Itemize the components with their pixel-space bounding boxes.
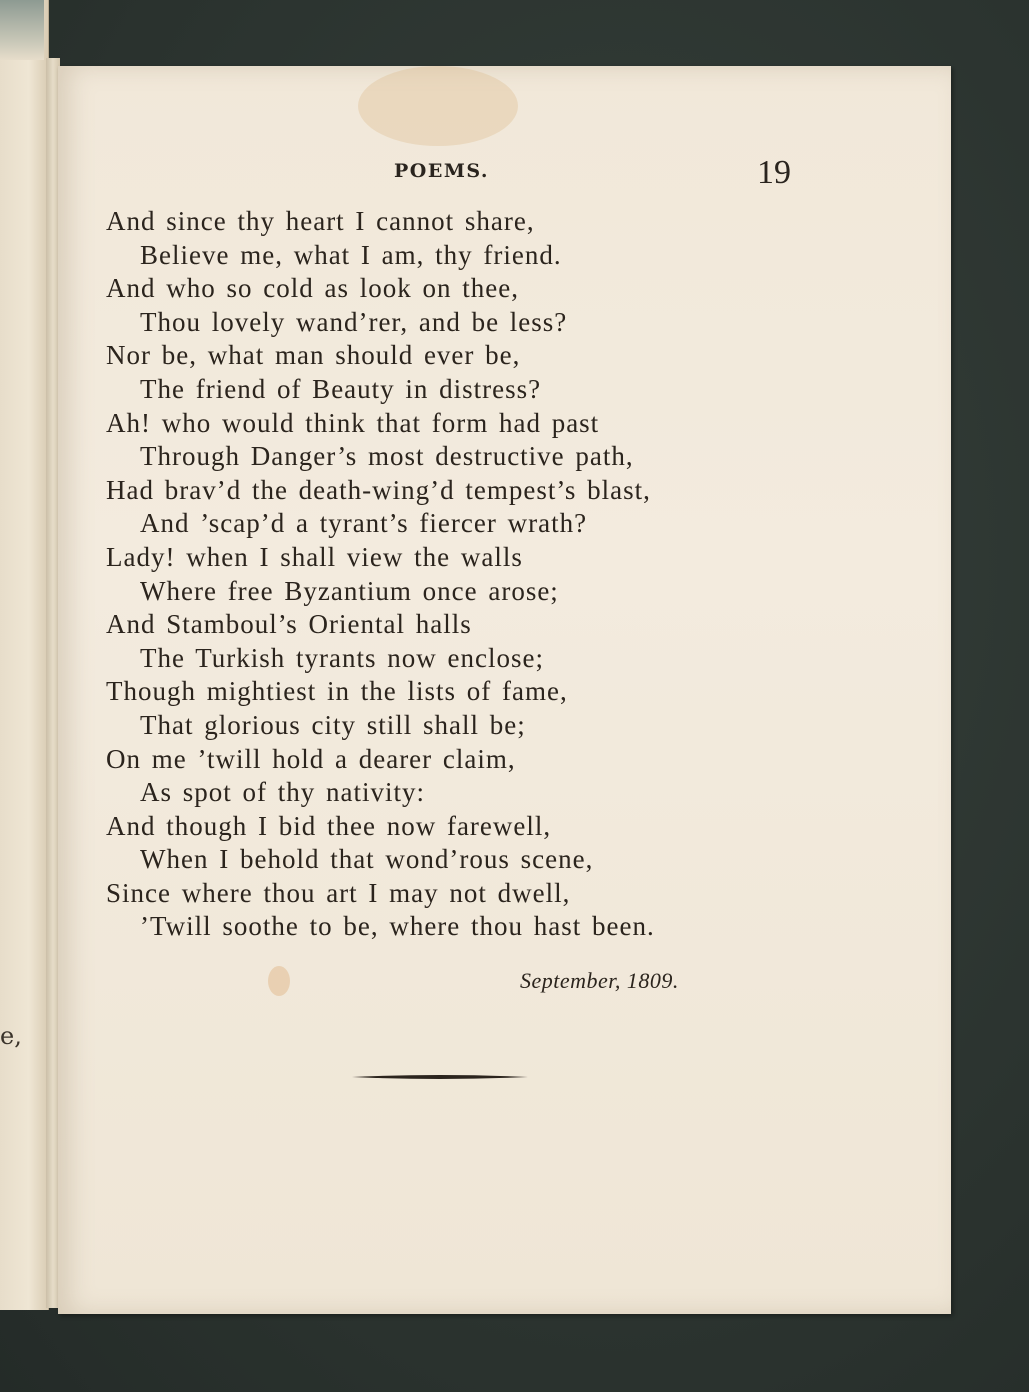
poem-line: On me ’twill hold a dearer claim, [106, 743, 516, 774]
poem-line: And ’scap’d a tyrant’s fiercer wrath? [140, 508, 588, 539]
previous-page-text-fragment: e, [0, 1022, 22, 1050]
poem-line: Where free Byzantium once arose; [140, 575, 559, 606]
poem-line: That glorious city still shall be; [140, 709, 526, 740]
poem-line: Thou lovely wand’rer, and be less? [140, 306, 568, 337]
poem-line: Lady! when I shall view the walls [106, 541, 523, 572]
dateline: September, 1809. [520, 968, 679, 993]
paper-stain [268, 966, 290, 996]
page-number: 19 [757, 154, 791, 191]
page-header [0, 154, 1029, 200]
running-head: POEMS. [394, 160, 490, 182]
ornamental-rule [352, 1074, 528, 1080]
previous-page-corner [0, 0, 44, 60]
poem-line: And Stamboul’s Oriental halls [106, 609, 472, 640]
poem-line: And though I bid thee now farewell, [106, 810, 552, 841]
poem-line: Believe me, what I am, thy friend. [140, 239, 562, 270]
poem-line: And since thy heart I cannot share, [106, 206, 535, 236]
poem-line: Had brav’d the death-wing’d tempest’s blast, [106, 474, 651, 505]
poem-line: When I behold that wond’rous scene, [140, 844, 594, 875]
poem-line: Though mightiest in the lists of fame, [106, 676, 568, 707]
paper-stain [358, 66, 518, 146]
poem-line: And who so cold as look on thee, [106, 273, 519, 304]
poem-text [106, 205, 806, 944]
poem-line: Ah! who would think that form had past [106, 407, 600, 438]
poem-line: ’Twill soothe to be, where thou hast been. [140, 911, 655, 942]
poem-line: Through Danger’s most destructive path, [140, 441, 634, 472]
poem-line: Nor be, what man should ever be, [106, 340, 521, 371]
poem-line: The Turkish tyrants now enclose; [140, 642, 544, 673]
poem-line: The friend of Beauty in distress? [140, 373, 542, 404]
poem-line: Since where thou art I may not dwell, [106, 877, 571, 908]
poem-line: As spot of thy nativity: [140, 777, 425, 808]
